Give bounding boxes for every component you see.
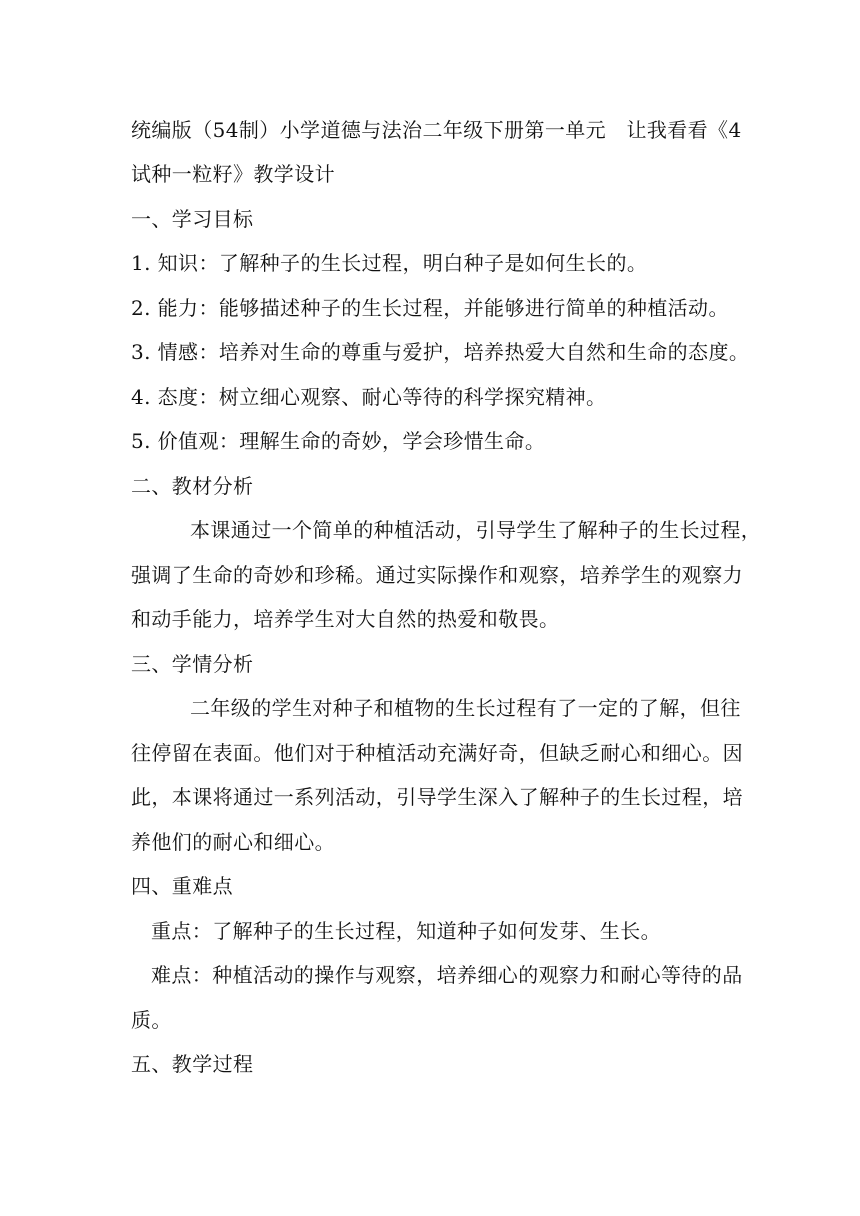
document-title-line-1: 统编版（54制）小学道德与法治二年级下册第一单元 让我看看《4 xyxy=(131,118,742,142)
textbook-analysis-line-1: 本课通过一个简单的种植活动，引导学生了解种子的生长过程， xyxy=(190,518,762,542)
difficult-point-line-1: 难点：种植活动的操作与观察，培养细心的观察力和耐心等待的品 xyxy=(151,963,743,987)
document-title-line-2: 试种一粒籽》教学设计 xyxy=(131,162,335,186)
objective-item-attitude: 4. 态度：树立细心观察、耐心等待的科学探究精神。 xyxy=(131,385,607,409)
key-point-text: 重点：了解种子的生长过程，知道种子如何发芽、生长。 xyxy=(151,919,661,943)
section-heading-key-difficult-points: 四、重难点 xyxy=(131,874,233,898)
objective-item-emotion: 3. 情感：培养对生命的尊重与爱护，培养热爱大自然和生命的态度。 xyxy=(131,340,750,364)
objective-item-values: 5. 价值观：理解生命的奇妙，学会珍惜生命。 xyxy=(131,429,546,453)
student-analysis-line-1: 二年级的学生对种子和植物的生长过程有了一定的了解，但往 xyxy=(190,696,741,720)
textbook-analysis-line-2: 强调了生命的奇妙和珍稀。通过实际操作和观察，培养学生的观察力 xyxy=(131,563,743,587)
section-heading-student-analysis: 三、学情分析 xyxy=(131,652,254,676)
difficult-point-line-2: 质。 xyxy=(131,1008,172,1032)
section-heading-textbook-analysis: 二、教材分析 xyxy=(131,474,254,498)
objective-item-ability: 2. 能力：能够描述种子的生长过程，并能够进行简单的种植活动。 xyxy=(131,296,729,320)
textbook-analysis-line-3: 和动手能力，培养学生对大自然的热爱和敬畏。 xyxy=(131,607,560,631)
objective-item-knowledge: 1. 知识：了解种子的生长过程，明白种子是如何生长的。 xyxy=(131,251,648,275)
student-analysis-line-4: 养他们的耐心和细心。 xyxy=(131,830,335,854)
student-analysis-line-3: 此，本课将通过一系列活动，引导学生深入了解种子的生长过程，培 xyxy=(131,785,743,809)
section-heading-teaching-process: 五、教学过程 xyxy=(131,1052,254,1076)
student-analysis-line-2: 往停留在表面。他们对于种植活动充满好奇，但缺乏耐心和细心。因 xyxy=(131,741,743,765)
section-heading-learning-objectives: 一、学习目标 xyxy=(131,207,254,231)
